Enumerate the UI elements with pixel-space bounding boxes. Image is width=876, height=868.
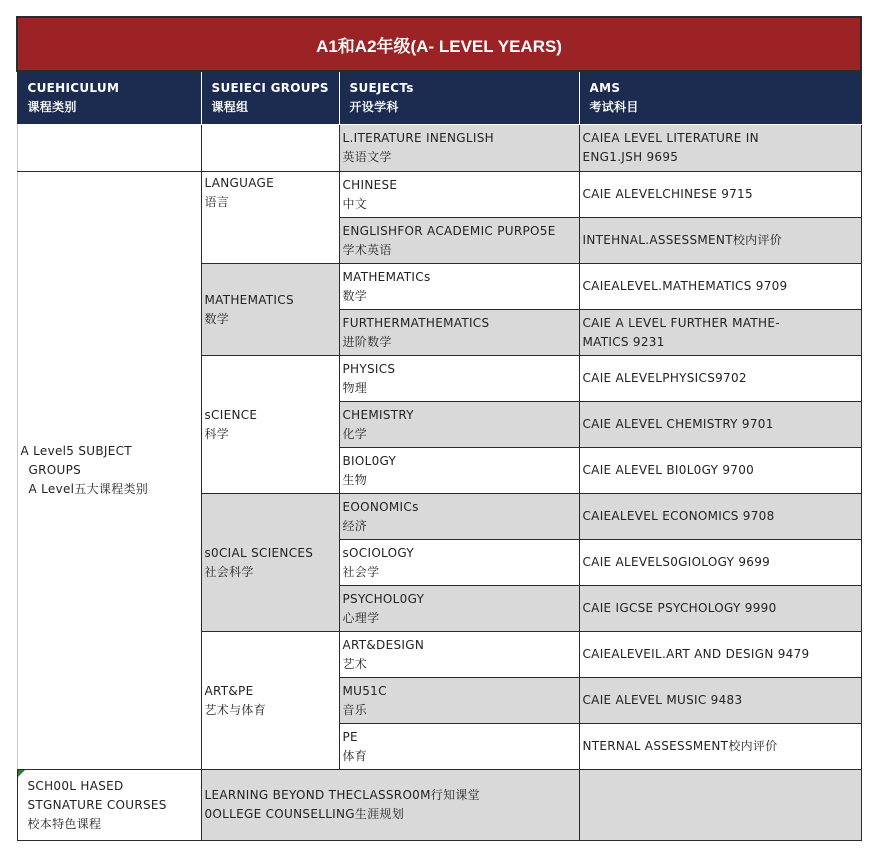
curriculum-empty-cell	[17, 125, 201, 172]
exam-cell	[579, 586, 861, 632]
subject-cn: 艺术	[342, 656, 368, 671]
curriculum-main-line-3: A Level五大课程类别	[28, 482, 149, 496]
exam-cell	[579, 356, 861, 402]
exam-line-1: CAIE ALEVELPHYSICS9702	[582, 371, 747, 385]
subject-cell	[339, 448, 579, 494]
subject-cn: 数学	[342, 288, 368, 303]
subject-cell	[339, 724, 579, 770]
subject-en: MATHEMATICs	[342, 269, 431, 284]
school-exam-empty-cell	[579, 770, 861, 841]
subject-cn: 学术英语	[342, 242, 392, 257]
school-course-1: LEARNING BEYOND THECLASSRO0M行知课堂	[204, 788, 480, 802]
subject-cn: 经济	[342, 518, 368, 533]
curriculum-main-line-1: A Level5 SUBJECT	[20, 444, 132, 458]
subject-en: CHINESE	[342, 177, 398, 192]
subject-cell	[339, 586, 579, 632]
subject-cell	[339, 264, 579, 310]
subject-cell	[339, 540, 579, 586]
subject-en: PSYCHOL0GY	[342, 591, 425, 606]
exam-cell	[579, 448, 861, 494]
subject-cn: 物理	[342, 380, 368, 395]
subject-cell	[339, 632, 579, 678]
exam-cell	[579, 632, 861, 678]
exam-line-1: INTEHNAL.ASSESSMENT校内评价	[582, 233, 783, 247]
subject-en: ENGLISHFOR ACADEMIC PURPO5E	[342, 223, 556, 238]
exam-cell	[579, 172, 861, 218]
header-groups-cn: 课程组	[211, 100, 249, 114]
school-line-3: 校本特色课程	[27, 816, 102, 831]
group-language-cell	[201, 172, 339, 264]
subject-cell	[339, 356, 579, 402]
group-language-cn: 语言	[204, 195, 230, 209]
group-science-cell	[201, 356, 339, 494]
subject-en: PE	[342, 729, 358, 744]
exam-cell	[579, 218, 861, 264]
group-social-cn: 社会科学	[204, 564, 254, 579]
exam-cell	[579, 125, 861, 172]
header-subjects-en: SUEJECTs	[349, 81, 414, 95]
exam-line-1: CAIEALEVEL.MATHEMATICS 9709	[582, 279, 788, 293]
subject-cn: 音乐	[342, 702, 368, 717]
group-art-pe-cell	[201, 632, 339, 770]
exam-line-1: CAIE A LEVEL FURTHER MATHE-	[582, 315, 780, 330]
comment-marker-icon	[18, 770, 25, 777]
subject-cn: 进阶数学	[342, 334, 392, 349]
exam-cell	[579, 310, 861, 356]
group-art-pe-en: ART&PE	[204, 683, 254, 698]
exam-line-1: CAIE ALEVELS0GIOLOGY 9699	[582, 555, 771, 569]
exam-cell	[579, 402, 861, 448]
exam-cell	[579, 678, 861, 724]
group-social-en: s0CIAL SCIENCES	[204, 545, 314, 560]
header-subject-groups	[201, 71, 339, 125]
exam-cell	[579, 724, 861, 770]
exam-cell	[579, 540, 861, 586]
group-art-pe-cn: 艺术与体育	[204, 702, 267, 717]
school-course-2: 0OLLEGE COUNSELLING生涯规划	[204, 807, 405, 821]
subject-en: sOCIOLOGY	[342, 545, 414, 560]
exam-line-1: CAIEALEVEIL.ART AND DESIGN 9479	[582, 647, 810, 661]
subject-cell	[339, 310, 579, 356]
exam-line-1: CAIE IGCSE PSYCHOLOGY 9990	[582, 601, 777, 615]
exam-cell	[579, 494, 861, 540]
subject-cn: 心理学	[342, 610, 380, 625]
exam-line-2: MATICS 9231	[582, 334, 665, 349]
curriculum-school-cell	[17, 770, 201, 841]
header-curriculum-cn: 课程类别	[27, 100, 77, 114]
curriculum-alevel-cell	[17, 172, 201, 770]
school-line-1: SCH00L HASED	[27, 778, 124, 793]
exam-line-1: CAIEA LEVEL LITERATURE IN	[582, 131, 759, 145]
school-courses-cell	[201, 770, 579, 841]
subject-cn: 社会学	[342, 564, 380, 579]
group-mathematics-en: MATHEMATICS	[204, 292, 294, 307]
subject-cell	[339, 402, 579, 448]
subject-cn: 中文	[342, 196, 368, 211]
subject-cell	[339, 125, 579, 172]
exam-line-1: CAIE ALEVELCHINESE 9715	[582, 187, 753, 201]
subject-en: MU51C	[342, 683, 387, 698]
group-science-en: sCIENCE	[204, 407, 258, 422]
group-language-en: LANGUAGE	[204, 176, 275, 190]
header-subjects-cn: 开设学科	[349, 100, 399, 114]
subject-en: EOONOMICs	[342, 499, 419, 514]
curriculum-table-container	[16, 16, 860, 841]
subject-cell	[339, 678, 579, 724]
header-curriculum	[17, 71, 201, 125]
group-mathematics-cn: 数学	[204, 311, 230, 326]
group-empty-cell	[201, 125, 339, 172]
group-science-cn: 科学	[204, 426, 230, 441]
subject-en: ART&DESIGN	[342, 637, 425, 652]
group-mathematics-cell	[201, 264, 339, 356]
subject-cell	[339, 494, 579, 540]
header-subjects	[339, 71, 579, 125]
subject-en: CHEMISTRY	[342, 407, 414, 422]
exam-line-1: CAIE ALEVEL MUSIC 9483	[582, 693, 743, 707]
table-title: A1和A2年级(A- LEVEL YEARS)	[17, 17, 861, 71]
header-groups-en: SUEIECI GROUPS	[211, 81, 329, 95]
exam-line-1: CAIE ALEVEL CHEMISTRY 9701	[582, 417, 774, 431]
subject-en: FURTHERMATHEMATICS	[342, 315, 490, 330]
subject-en: BIOL0GY	[342, 453, 397, 468]
subject-en: PHYSICS	[342, 361, 396, 376]
header-exams	[579, 71, 861, 125]
exam-line-1: CAIEALEVEL ECONOMICS 9708	[582, 509, 775, 523]
exam-line-1: CAIE ALEVEL BI0L0GY 9700	[582, 463, 755, 477]
header-exams-cn: 考试科目	[589, 100, 639, 114]
exam-line-1: NTERNAL ASSESSMENT校内评价	[582, 739, 778, 753]
exam-cell	[579, 264, 861, 310]
subject-cn: 体育	[342, 748, 368, 763]
group-social-sciences-cell	[201, 494, 339, 632]
exam-line-2: ENG1.JSH 9695	[582, 150, 679, 164]
subject-cn: 英语文学	[342, 150, 392, 164]
subject-cn: 化学	[342, 426, 368, 441]
header-curriculum-en: CUEHICULUM	[27, 81, 120, 95]
subject-en: L.ITERATURE INENGLISH	[342, 131, 494, 145]
subject-cell	[339, 218, 579, 264]
school-line-2: STGNATURE COURSES	[27, 797, 167, 812]
curriculum-main-line-2: GROUPS	[28, 463, 82, 477]
subject-cn: 生物	[342, 472, 368, 487]
subject-cell	[339, 172, 579, 218]
curriculum-table	[16, 16, 862, 841]
header-exams-en: AMS	[589, 81, 621, 95]
